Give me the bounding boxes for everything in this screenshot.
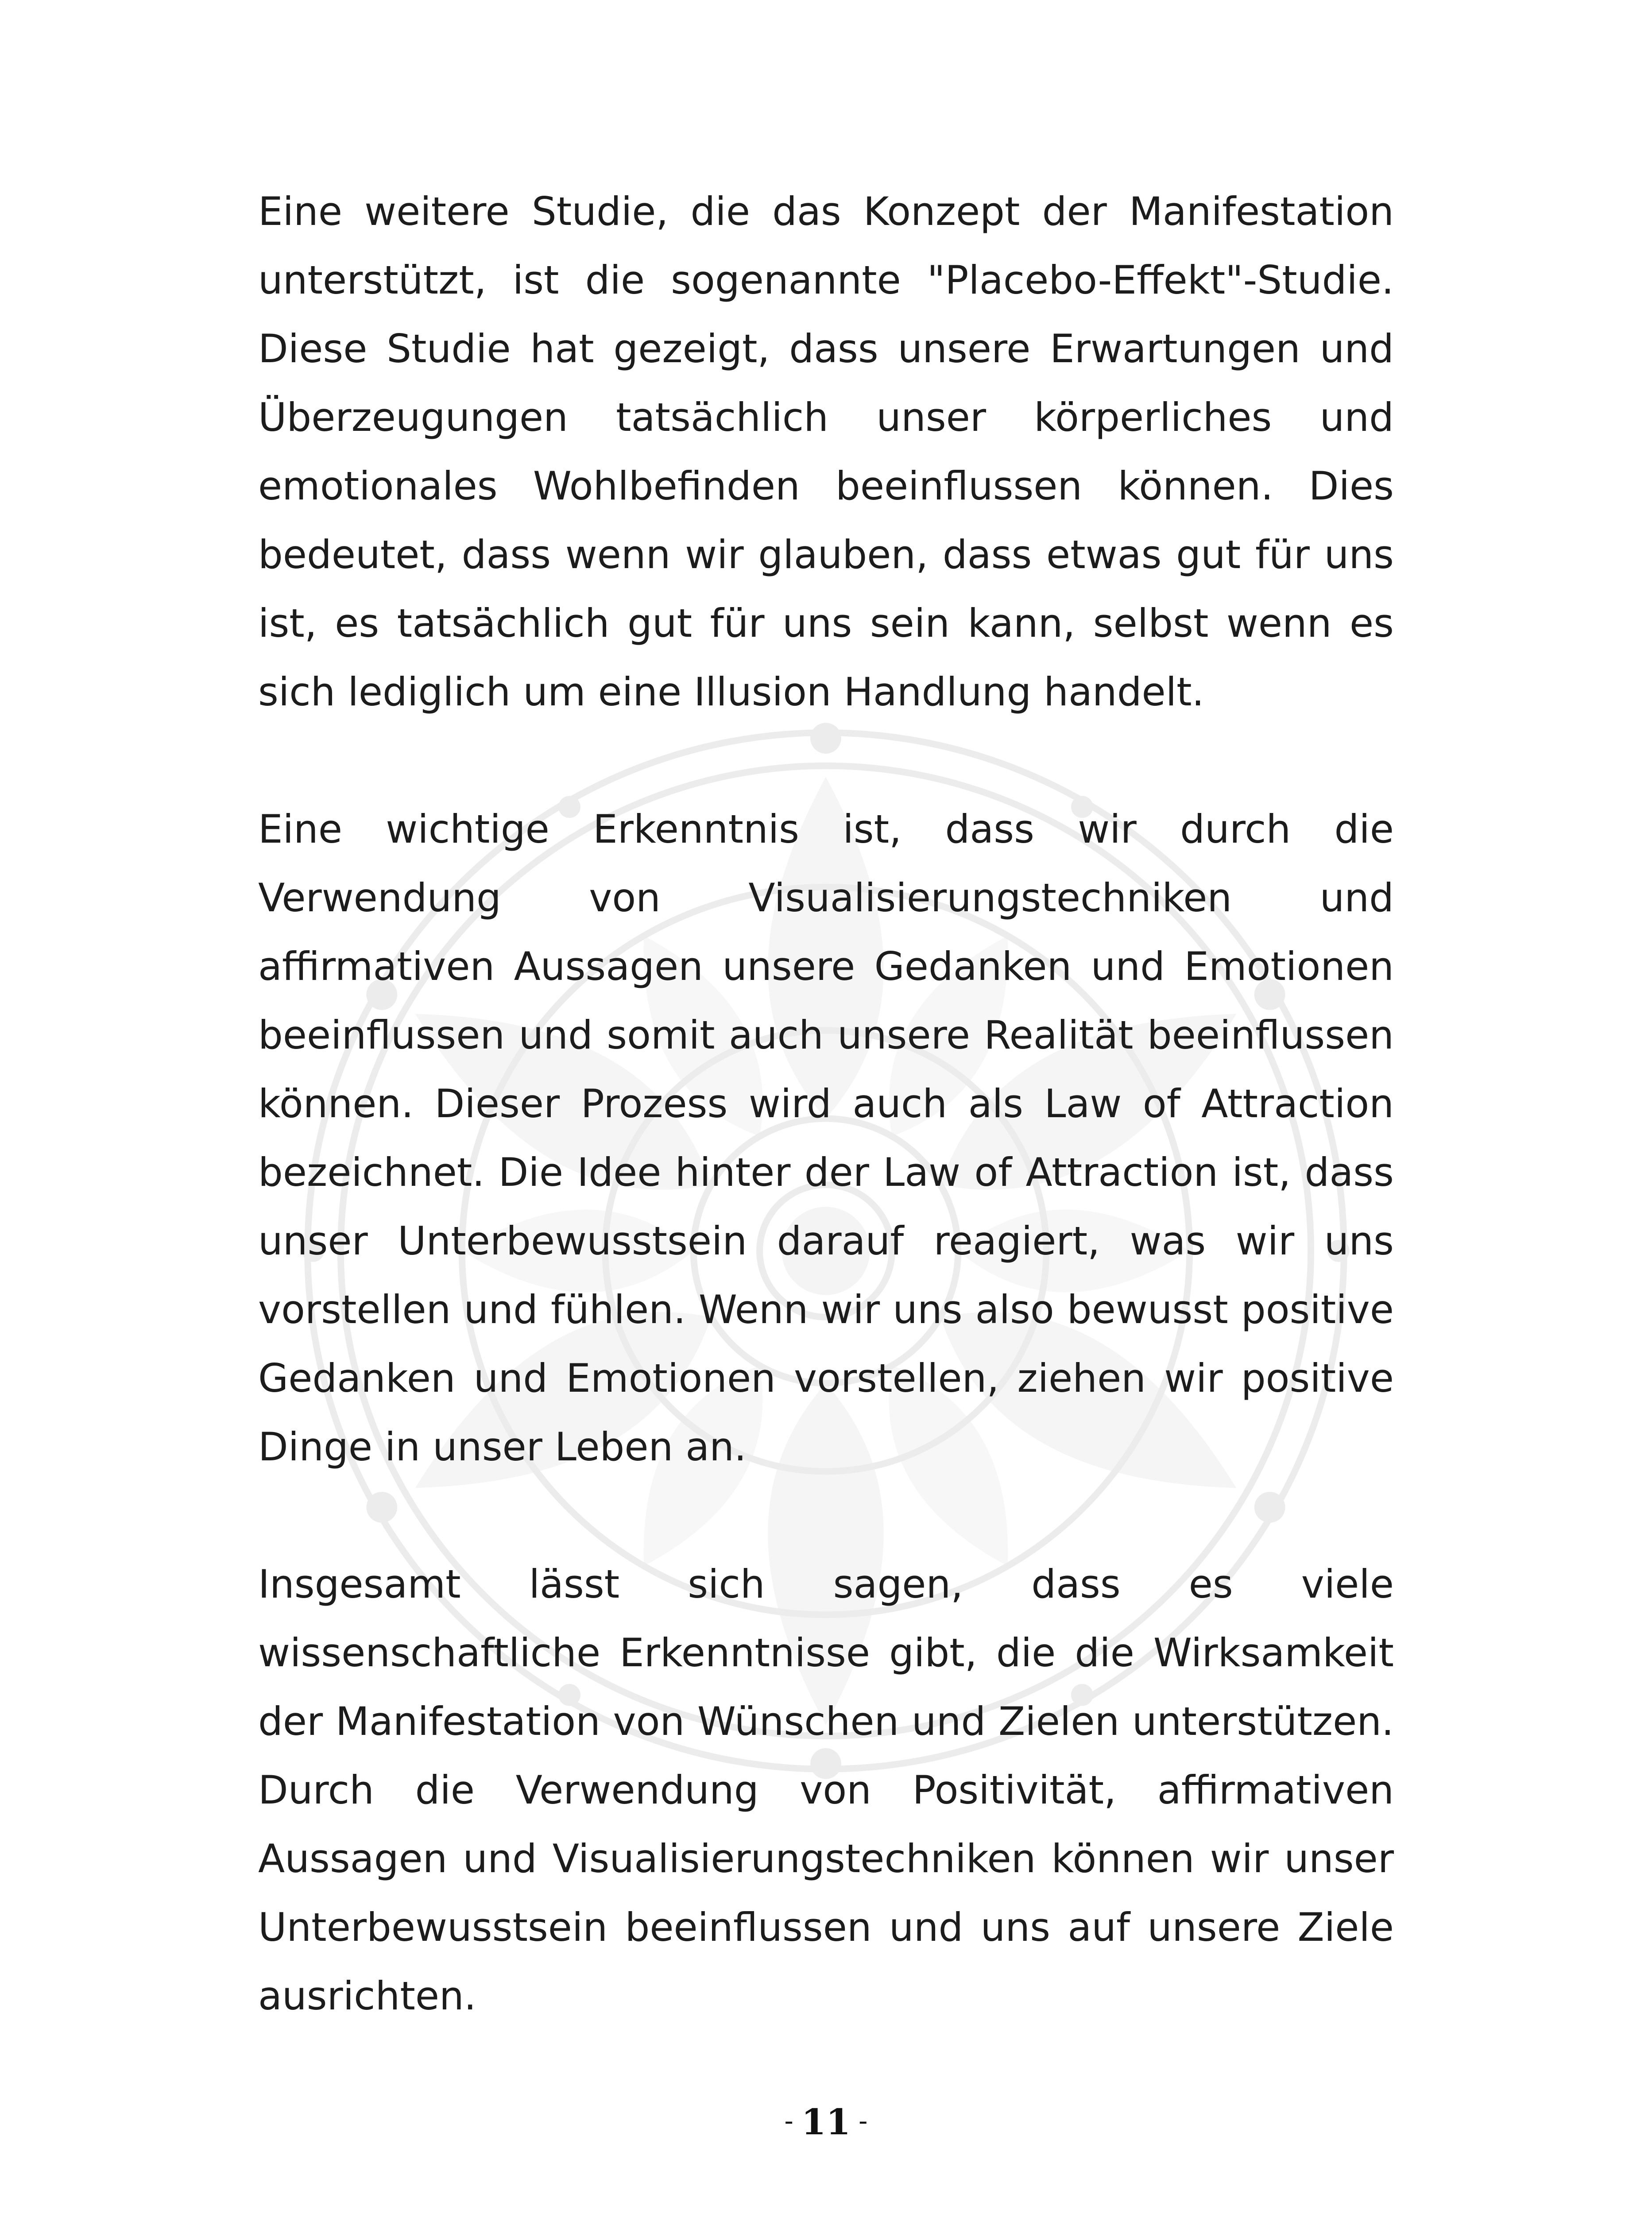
page-number-right-dash: -: [859, 2106, 868, 2137]
page-number-value: 11: [801, 2101, 851, 2143]
paragraph-law-of-attraction: Eine wichtige Erkenntnis ist, dass wir durch die Verwendung von Visualisierungstechniken und affirmativen Aussagen unsere Gedanken und Emotionen beeinflussen und somit auch unsere Realität beeinflussen können. Dieser Prozess wird auch als Law of Attraction bezeichnet. Die Idee hinter der Law of Attraction ist, dass unser Unterbewusstsein darauf reagiert, was wir uns vorstellen und fühlen. Wenn wir uns also bewusst positive Gedanken und Emotionen vorstellen, ziehen wir positive Dinge in unser Leben an.: [258, 806, 1394, 1470]
page-number-left-dash: -: [784, 2106, 793, 2137]
paragraph-placebo-study: Eine weitere Studie, die das Konzept der Manifestation unterstützt, ist die sogenannte "Placebo-Effekt"-Studie. Diese Studie hat gezeigt, dass unsere Erwartungen und Überzeugungen tatsächlich unser körperliches und emotionales Wohlbefinden beeinflussen können. Dies bedeutet, dass wenn wir glauben, dass etwas gut für uns ist, es tatsächlich gut für uns sein kann, selbst wenn es sich lediglich um eine Illusion Handlung handelt.: [258, 189, 1394, 715]
body-text: [258, 177, 1394, 2099]
paragraph-conclusion: Insgesamt lässt sich sagen, dass es viele wissenschaftliche Erkenntnisse gibt, die die Wirksamkeit der Manifestation von Wünschen und Zielen unterstützen. Durch die Verwendung von Positivität, affirmativen Aussagen und Visualisierungstechniken können wir unser Unterbewusstsein beeinflussen und uns auf unsere Ziele ausrichten.: [258, 1561, 1394, 2019]
page-number: [0, 2101, 1652, 2143]
